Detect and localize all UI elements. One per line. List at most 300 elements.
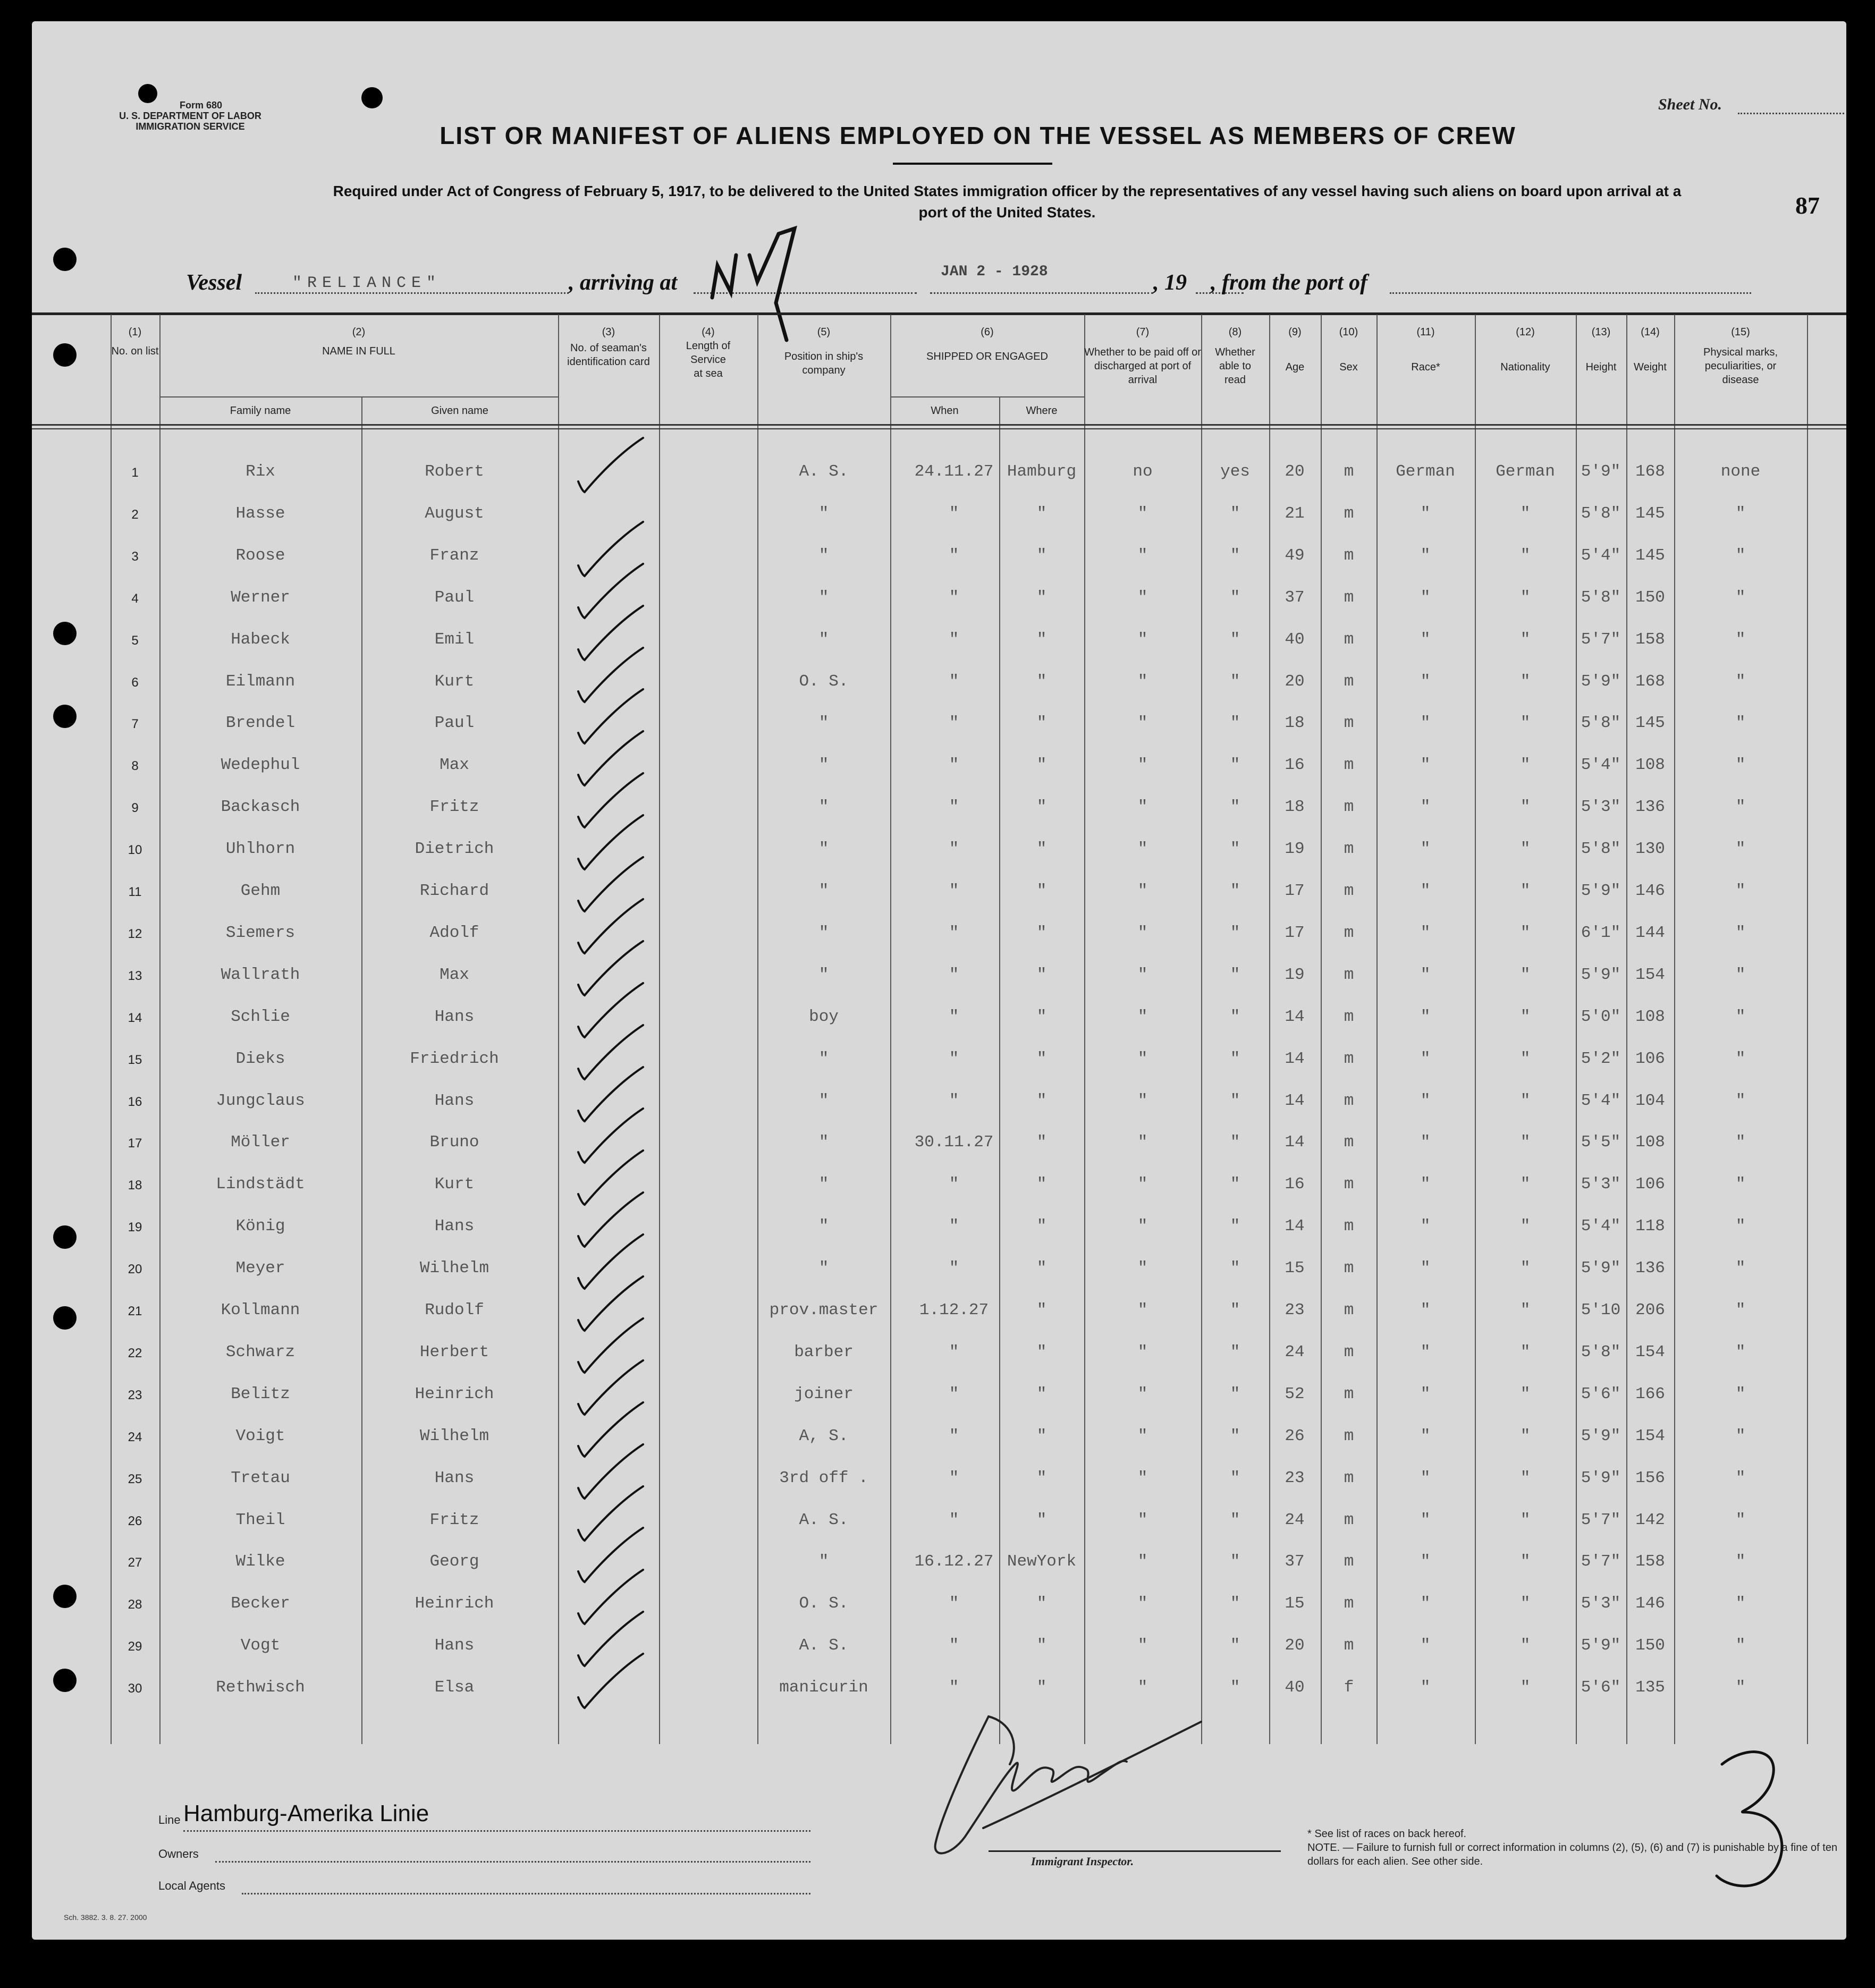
given-name: Kurt bbox=[434, 672, 475, 691]
given-name: Dietrich bbox=[415, 840, 494, 859]
height: 5'7" bbox=[1581, 1510, 1621, 1529]
position: joiner bbox=[794, 1384, 854, 1403]
paid-off: " bbox=[1137, 1175, 1148, 1194]
position: " bbox=[818, 798, 829, 817]
col5-header: (5) Position in ship's company bbox=[784, 326, 864, 376]
year-label: , 19 bbox=[1153, 270, 1187, 295]
able-to-read: " bbox=[1230, 1217, 1240, 1236]
row-number: 23 bbox=[128, 1388, 142, 1402]
given-name: August bbox=[425, 504, 484, 523]
position: " bbox=[818, 1133, 829, 1152]
shipped-where: " bbox=[1036, 923, 1047, 942]
given-name: Franz bbox=[429, 546, 479, 565]
given-name: Paul bbox=[434, 588, 475, 607]
form-department-block bbox=[95, 100, 286, 132]
paid-off: " bbox=[1137, 630, 1148, 649]
sex: m bbox=[1344, 1594, 1354, 1613]
family-name: Jungclaus bbox=[216, 1091, 305, 1110]
shipped-when: " bbox=[949, 588, 959, 607]
able-to-read: " bbox=[1230, 1342, 1240, 1361]
physical-marks: " bbox=[1735, 1217, 1746, 1236]
weight: 130 bbox=[1635, 840, 1665, 859]
age: 37 bbox=[1285, 1552, 1305, 1571]
race: " bbox=[1420, 588, 1431, 607]
family-name: Wedephul bbox=[221, 756, 300, 775]
family-name: Lindstädt bbox=[216, 1175, 305, 1194]
physical-marks: " bbox=[1735, 840, 1746, 859]
col12-header: (12) Nationality bbox=[1500, 326, 1550, 373]
shipped-when: " bbox=[949, 1049, 959, 1068]
shipped-where: Hamburg bbox=[1007, 462, 1077, 481]
sex: m bbox=[1344, 756, 1354, 775]
col6-header: (6) SHIPPED OR ENGAGED bbox=[926, 326, 1048, 362]
able-to-read: " bbox=[1230, 588, 1240, 607]
position: O. S. bbox=[799, 672, 849, 691]
physical-marks: " bbox=[1735, 756, 1746, 775]
given-name: Wilhelm bbox=[419, 1426, 489, 1445]
physical-marks: " bbox=[1735, 1678, 1746, 1697]
shipped-where: " bbox=[1036, 882, 1047, 900]
sex: m bbox=[1344, 630, 1354, 649]
weight: 154 bbox=[1635, 1426, 1665, 1445]
sex: m bbox=[1344, 672, 1354, 691]
col-line bbox=[361, 396, 362, 1744]
height: 5'7" bbox=[1581, 1552, 1621, 1571]
physical-marks: " bbox=[1735, 672, 1746, 691]
shipped-when: " bbox=[949, 882, 959, 900]
position: boy bbox=[809, 1007, 839, 1026]
height: 5'9" bbox=[1581, 672, 1621, 691]
inspector-signature-line bbox=[989, 1850, 1281, 1852]
age: 19 bbox=[1285, 840, 1305, 859]
age: 24 bbox=[1285, 1510, 1305, 1529]
check-mark-icon bbox=[569, 436, 654, 500]
arriving-label: , arriving at bbox=[569, 270, 678, 295]
shipped-where: " bbox=[1036, 1678, 1047, 1697]
physical-marks: " bbox=[1735, 1426, 1746, 1445]
weight: 150 bbox=[1635, 588, 1665, 607]
shipped-when: " bbox=[949, 923, 959, 942]
weight: 168 bbox=[1635, 462, 1665, 481]
col-line bbox=[1674, 315, 1675, 1744]
check-mark-icon bbox=[569, 1652, 654, 1715]
col2-given-header: Given name bbox=[431, 405, 488, 417]
able-to-read: " bbox=[1230, 1091, 1240, 1110]
weight: 145 bbox=[1635, 714, 1665, 733]
height: 6'1" bbox=[1581, 923, 1621, 942]
shipped-where: " bbox=[1036, 1049, 1047, 1068]
shipped-where: " bbox=[1036, 1175, 1047, 1194]
form-number: Form 680 bbox=[180, 100, 223, 111]
paid-off: " bbox=[1137, 965, 1148, 984]
header-bottom-rule bbox=[32, 424, 1846, 426]
nationality: " bbox=[1520, 1217, 1531, 1236]
shipped-when: " bbox=[949, 1510, 959, 1529]
age: 37 bbox=[1285, 588, 1305, 607]
col-line bbox=[659, 315, 660, 1744]
weight: 108 bbox=[1635, 1007, 1665, 1026]
given-name: Elsa bbox=[434, 1678, 475, 1697]
age: 14 bbox=[1285, 1217, 1305, 1236]
given-name: Herbert bbox=[419, 1342, 489, 1361]
position: " bbox=[818, 882, 829, 900]
nationality: " bbox=[1520, 630, 1531, 649]
col-line bbox=[111, 315, 112, 1744]
nationality: " bbox=[1520, 672, 1531, 691]
paid-off: no bbox=[1133, 462, 1153, 481]
given-name: Richard bbox=[419, 882, 489, 900]
punch-hole bbox=[53, 1669, 77, 1692]
nationality: " bbox=[1520, 546, 1531, 565]
height: 5'3" bbox=[1581, 798, 1621, 817]
position: prov.master bbox=[769, 1301, 879, 1319]
row-number: 5 bbox=[131, 633, 139, 648]
sheet-no-field[interactable] bbox=[1738, 113, 1844, 114]
physical-marks: " bbox=[1735, 965, 1746, 984]
paid-off: " bbox=[1137, 1217, 1148, 1236]
shipped-when: " bbox=[949, 840, 959, 859]
race: " bbox=[1420, 1049, 1431, 1068]
given-name: Hans bbox=[434, 1468, 475, 1487]
sex: m bbox=[1344, 1091, 1354, 1110]
row-number: 6 bbox=[131, 675, 139, 690]
row-number: 8 bbox=[131, 759, 139, 774]
able-to-read: " bbox=[1230, 1678, 1240, 1697]
weight: 168 bbox=[1635, 672, 1665, 691]
height: 5'9" bbox=[1581, 1259, 1621, 1278]
family-name: Wilke bbox=[235, 1552, 285, 1571]
col-line bbox=[1321, 315, 1322, 1744]
able-to-read: " bbox=[1230, 1301, 1240, 1319]
height: 5'6" bbox=[1581, 1678, 1621, 1697]
age: 52 bbox=[1285, 1384, 1305, 1403]
race: " bbox=[1420, 882, 1431, 900]
shipped-when: 30.11.27 bbox=[914, 1133, 994, 1152]
weight: 136 bbox=[1635, 1259, 1665, 1278]
physical-marks: " bbox=[1735, 1133, 1746, 1152]
col2-header: (2) NAME IN FULL bbox=[322, 326, 395, 357]
position: " bbox=[818, 840, 829, 859]
row-number: 27 bbox=[128, 1555, 142, 1570]
height: 5'9" bbox=[1581, 1468, 1621, 1487]
inspector-label: Immigrant Inspector. bbox=[1031, 1855, 1134, 1868]
race: " bbox=[1420, 1007, 1431, 1026]
sex: m bbox=[1344, 1007, 1354, 1026]
physical-marks: " bbox=[1735, 1342, 1746, 1361]
height: 5'4" bbox=[1581, 1217, 1621, 1236]
col-line bbox=[890, 315, 891, 1744]
shipped-when: " bbox=[949, 1175, 959, 1194]
col-line bbox=[757, 315, 758, 1744]
nationality: " bbox=[1520, 1552, 1531, 1571]
sex: m bbox=[1344, 1426, 1354, 1445]
able-to-read: " bbox=[1230, 840, 1240, 859]
punch-hole bbox=[53, 1306, 77, 1330]
age: 20 bbox=[1285, 462, 1305, 481]
nationality: German bbox=[1496, 462, 1555, 481]
family-name: Becker bbox=[231, 1594, 290, 1613]
family-name: Vogt bbox=[240, 1636, 281, 1655]
row-number: 7 bbox=[131, 717, 139, 732]
paid-off: " bbox=[1137, 1091, 1148, 1110]
shipped-when: 1.12.27 bbox=[919, 1301, 989, 1319]
age: 16 bbox=[1285, 756, 1305, 775]
family-name: Eilmann bbox=[225, 672, 295, 691]
footnote-races: * See list of races on back hereof. bbox=[1307, 1828, 1467, 1840]
row-number: 29 bbox=[128, 1639, 142, 1654]
shipped-when: " bbox=[949, 714, 959, 733]
shipped-when: " bbox=[949, 1468, 959, 1487]
weight: 206 bbox=[1635, 1301, 1665, 1319]
position: A. S. bbox=[799, 462, 849, 481]
shipped-where: " bbox=[1036, 1384, 1047, 1403]
owners-label: Owners bbox=[158, 1847, 199, 1860]
col9-header: (9) Age bbox=[1285, 326, 1305, 373]
nationality: " bbox=[1520, 588, 1531, 607]
paid-off: " bbox=[1137, 714, 1148, 733]
paid-off: " bbox=[1137, 1007, 1148, 1026]
position: " bbox=[818, 546, 829, 565]
manifest-sheet bbox=[32, 21, 1846, 1940]
nationality: " bbox=[1520, 1426, 1531, 1445]
height: 5'3" bbox=[1581, 1594, 1621, 1613]
given-name: Emil bbox=[434, 630, 475, 649]
agents-dots bbox=[242, 1893, 810, 1894]
given-name: Hans bbox=[434, 1091, 475, 1110]
weight: 156 bbox=[1635, 1468, 1665, 1487]
row-number: 20 bbox=[128, 1262, 142, 1277]
able-to-read: " bbox=[1230, 923, 1240, 942]
given-name: Heinrich bbox=[415, 1594, 494, 1613]
able-to-read: " bbox=[1230, 672, 1240, 691]
sex: m bbox=[1344, 1049, 1354, 1068]
shipped-when: " bbox=[949, 630, 959, 649]
able-to-read: " bbox=[1230, 798, 1240, 817]
shipped-where: " bbox=[1036, 1217, 1047, 1236]
given-name: Kurt bbox=[434, 1175, 475, 1194]
height: 5'8" bbox=[1581, 714, 1621, 733]
weight: 154 bbox=[1635, 1342, 1665, 1361]
shipped-when: " bbox=[949, 1426, 959, 1445]
nationality: " bbox=[1520, 1594, 1531, 1613]
height: 5'10 bbox=[1581, 1301, 1621, 1319]
age: 18 bbox=[1285, 714, 1305, 733]
sex: m bbox=[1344, 1175, 1354, 1194]
physical-marks: " bbox=[1735, 1384, 1746, 1403]
age: 17 bbox=[1285, 882, 1305, 900]
physical-marks: " bbox=[1735, 882, 1746, 900]
physical-marks: " bbox=[1735, 923, 1746, 942]
height: 5'8" bbox=[1581, 588, 1621, 607]
paid-off: " bbox=[1137, 1594, 1148, 1613]
shipped-where: " bbox=[1036, 1301, 1047, 1319]
physical-marks: " bbox=[1735, 1552, 1746, 1571]
race: German bbox=[1396, 462, 1455, 481]
paid-off: " bbox=[1137, 1636, 1148, 1655]
position: A, S. bbox=[799, 1426, 849, 1445]
family-name: Wallrath bbox=[221, 965, 300, 984]
weight: 142 bbox=[1635, 1510, 1665, 1529]
height: 5'3" bbox=[1581, 1175, 1621, 1194]
paid-off: " bbox=[1137, 1678, 1148, 1697]
position: " bbox=[818, 1091, 829, 1110]
sex: m bbox=[1344, 714, 1354, 733]
family-name: Rethwisch bbox=[216, 1678, 305, 1697]
punch-hole bbox=[53, 622, 77, 645]
able-to-read: " bbox=[1230, 714, 1240, 733]
family-name: Werner bbox=[231, 588, 290, 607]
family-name: Rix bbox=[246, 462, 275, 481]
physical-marks: " bbox=[1735, 1468, 1746, 1487]
nationality: " bbox=[1520, 1049, 1531, 1068]
position: " bbox=[818, 1552, 829, 1571]
vessel-name[interactable]: "RELIANCE" bbox=[292, 274, 442, 292]
age: 40 bbox=[1285, 1678, 1305, 1697]
shipped-when: " bbox=[949, 1594, 959, 1613]
sex: m bbox=[1344, 923, 1354, 942]
punch-hole bbox=[361, 87, 383, 108]
footnote-warning: NOTE. — Failure to furnish full or correct information in columns (2), (5), (6) and (7) is punishable by a fine of ten dollars for each alien. See other side. bbox=[1307, 1842, 1838, 1867]
row-number: 19 bbox=[128, 1220, 142, 1235]
col8-header: (8) Whether able to read bbox=[1215, 326, 1255, 386]
nationality: " bbox=[1520, 1636, 1531, 1655]
able-to-read: " bbox=[1230, 882, 1240, 900]
nationality: " bbox=[1520, 1133, 1531, 1152]
weight: 135 bbox=[1635, 1678, 1665, 1697]
physical-marks: " bbox=[1735, 714, 1746, 733]
shipped-when: " bbox=[949, 546, 959, 565]
row-number: 10 bbox=[128, 843, 142, 858]
shipped-where: " bbox=[1036, 714, 1047, 733]
family-name: Roose bbox=[235, 546, 285, 565]
line-label: Line bbox=[158, 1813, 181, 1826]
weight: 158 bbox=[1635, 1552, 1665, 1571]
height: 5'8" bbox=[1581, 504, 1621, 523]
given-name: Max bbox=[440, 756, 469, 775]
position: " bbox=[818, 714, 829, 733]
col6-when-header: When bbox=[931, 405, 959, 417]
row-number: 12 bbox=[128, 926, 142, 941]
weight: 104 bbox=[1635, 1091, 1665, 1110]
family-name: Brendel bbox=[225, 714, 295, 733]
age: 24 bbox=[1285, 1342, 1305, 1361]
col14-header: (14) Weight bbox=[1634, 326, 1667, 373]
weight: 136 bbox=[1635, 798, 1665, 817]
col-line bbox=[1084, 315, 1085, 1744]
position: " bbox=[818, 923, 829, 942]
col3-header: (3) No. of seaman's identification card bbox=[567, 326, 650, 368]
sex: m bbox=[1344, 1384, 1354, 1403]
race: " bbox=[1420, 1133, 1431, 1152]
nationality: " bbox=[1520, 756, 1531, 775]
shipped-where: " bbox=[1036, 1259, 1047, 1278]
weight: 144 bbox=[1635, 923, 1665, 942]
position: " bbox=[818, 588, 829, 607]
age: 15 bbox=[1285, 1594, 1305, 1613]
row-number: 28 bbox=[128, 1597, 142, 1612]
subtitle bbox=[213, 181, 1802, 223]
weight: 158 bbox=[1635, 630, 1665, 649]
given-name: Hans bbox=[434, 1636, 475, 1655]
subtitle-line2: port of the United States. bbox=[918, 204, 1096, 221]
weight: 108 bbox=[1635, 1133, 1665, 1152]
weight: 145 bbox=[1635, 546, 1665, 565]
able-to-read: " bbox=[1230, 504, 1240, 523]
family-name: Meyer bbox=[235, 1259, 285, 1278]
sex: m bbox=[1344, 1552, 1354, 1571]
row-number: 22 bbox=[128, 1346, 142, 1360]
line-dots bbox=[183, 1830, 810, 1832]
race: " bbox=[1420, 630, 1431, 649]
col15-header: (15) Physical marks, peculiarities, or disease bbox=[1703, 326, 1778, 386]
able-to-read: " bbox=[1230, 965, 1240, 984]
family-name: Hasse bbox=[235, 504, 285, 523]
position: 3rd off . bbox=[779, 1468, 868, 1487]
department: U. S. DEPARTMENT OF LABOR bbox=[119, 111, 261, 121]
able-to-read: " bbox=[1230, 1133, 1240, 1152]
race: " bbox=[1420, 798, 1431, 817]
from-port-dots[interactable] bbox=[1390, 292, 1751, 294]
col4-header: (4) Length of Service at sea bbox=[686, 326, 731, 379]
height: 5'9" bbox=[1581, 462, 1621, 481]
age: 49 bbox=[1285, 546, 1305, 565]
family-name: Möller bbox=[231, 1133, 290, 1152]
position: manicurin bbox=[779, 1678, 868, 1697]
family-name: Theil bbox=[235, 1510, 285, 1529]
able-to-read: " bbox=[1230, 1007, 1240, 1026]
height: 5'9" bbox=[1581, 965, 1621, 984]
owners-dots bbox=[215, 1861, 810, 1863]
given-name: Adolf bbox=[429, 923, 479, 942]
position: " bbox=[818, 1259, 829, 1278]
shipped-where: " bbox=[1036, 1091, 1047, 1110]
row-number: 13 bbox=[128, 968, 142, 983]
nationality: " bbox=[1520, 1342, 1531, 1361]
age: 19 bbox=[1285, 965, 1305, 984]
col-line bbox=[1269, 315, 1270, 1744]
sex: m bbox=[1344, 1133, 1354, 1152]
shipped-when: " bbox=[949, 1384, 959, 1403]
race: " bbox=[1420, 1091, 1431, 1110]
shipped-subrule bbox=[890, 396, 1084, 397]
line-name: Hamburg-Amerika Linie bbox=[183, 1800, 429, 1826]
paid-off: " bbox=[1137, 1510, 1148, 1529]
able-to-read: " bbox=[1230, 1594, 1240, 1613]
height: 5'4" bbox=[1581, 1091, 1621, 1110]
weight: 118 bbox=[1635, 1217, 1665, 1236]
col1-header: (1) No. on list bbox=[111, 326, 159, 357]
weight: 108 bbox=[1635, 756, 1665, 775]
age: 15 bbox=[1285, 1259, 1305, 1278]
shipped-when: " bbox=[949, 965, 959, 984]
nationality: " bbox=[1520, 923, 1531, 942]
age: 20 bbox=[1285, 672, 1305, 691]
race: " bbox=[1420, 1678, 1431, 1697]
age: 14 bbox=[1285, 1049, 1305, 1068]
nationality: " bbox=[1520, 1259, 1531, 1278]
sex: f bbox=[1344, 1678, 1354, 1697]
sex: m bbox=[1344, 1301, 1354, 1319]
shipped-where: " bbox=[1036, 840, 1047, 859]
weight: 145 bbox=[1635, 504, 1665, 523]
nationality: " bbox=[1520, 504, 1531, 523]
weight: 166 bbox=[1635, 1384, 1665, 1403]
shipped-where: " bbox=[1036, 1007, 1047, 1026]
row-number: 24 bbox=[128, 1429, 142, 1444]
given-name: Rudolf bbox=[425, 1301, 484, 1319]
nationality: " bbox=[1520, 1091, 1531, 1110]
age: 14 bbox=[1285, 1091, 1305, 1110]
